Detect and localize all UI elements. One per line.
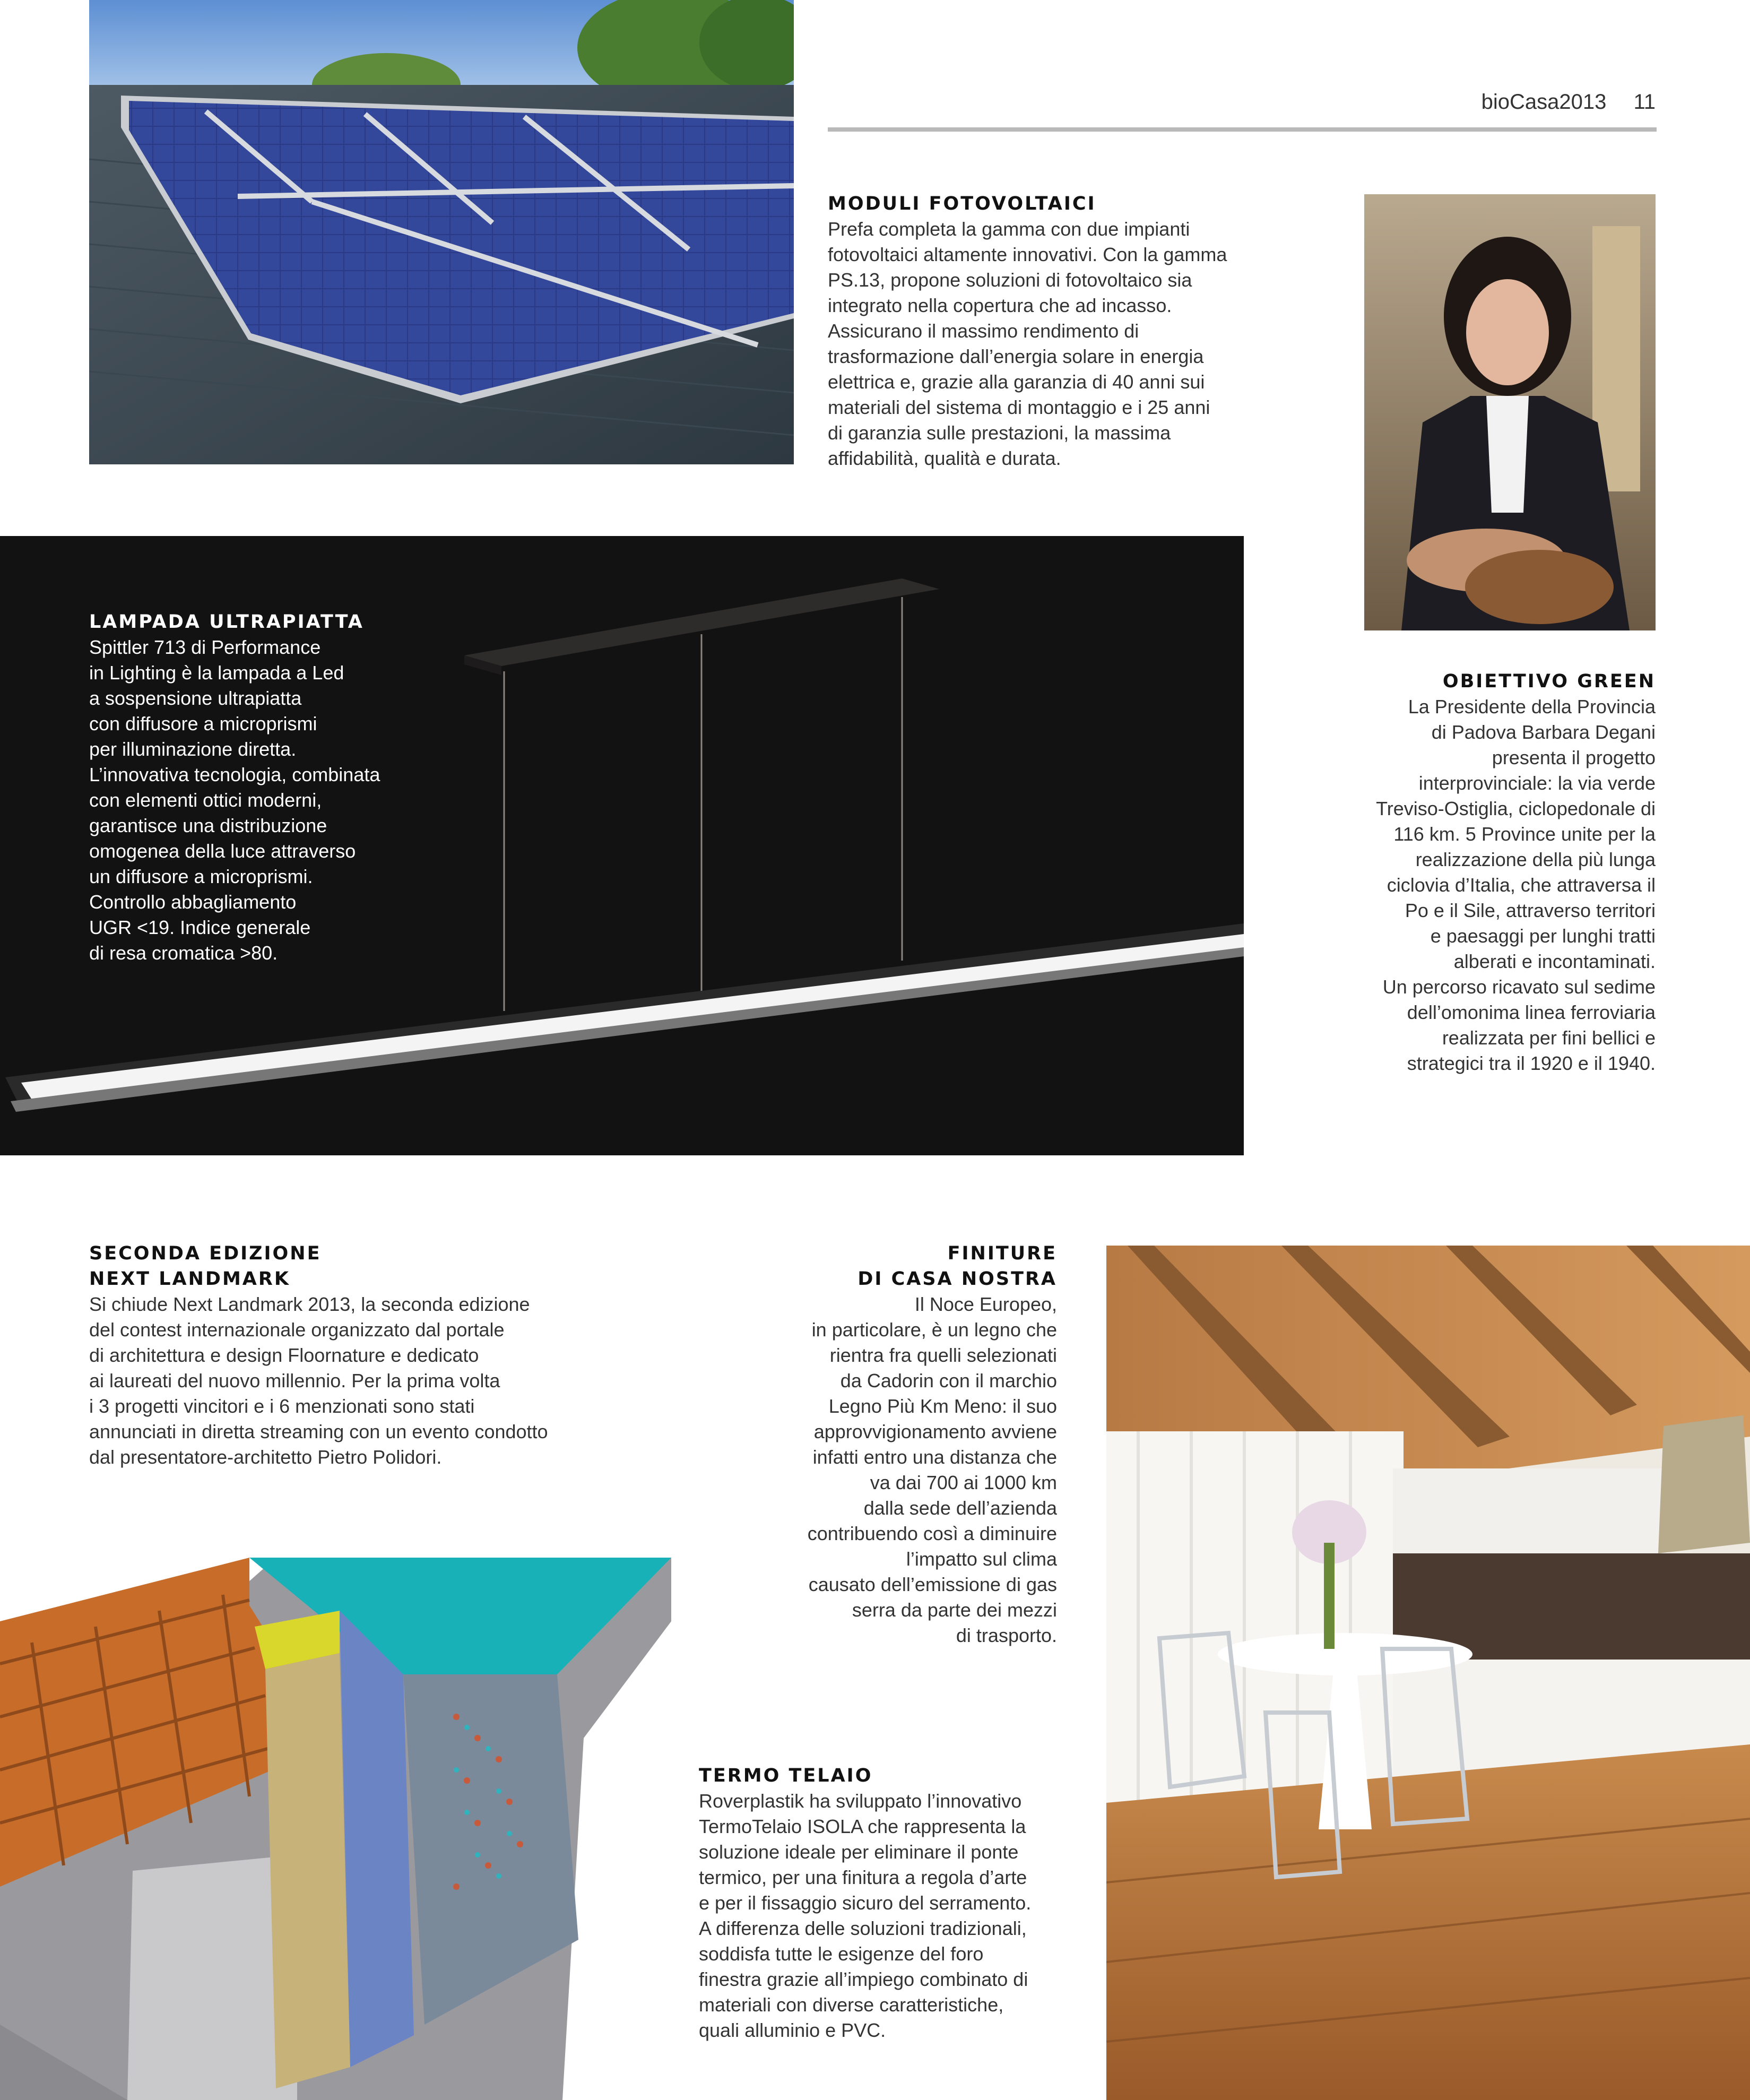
- landmark-title: SECONDA EDIZIONE NEXT LANDMARK: [89, 1243, 322, 1290]
- fotovoltaici-title: MODULI FOTOVOLTAICI: [828, 193, 1096, 214]
- termo-telaio-illustration: [0, 1558, 671, 2100]
- page-header: [1380, 90, 1656, 122]
- portrait-photo: [1364, 194, 1656, 630]
- finiture-text: Il Noce Europeo, in particolare, è un legno che rientra fra quelli selezionati da Cadorin con il marchio Legno Più Km Meno: il suo approvvigionamento avviene infatti entro una distanza che va dai 700 ai 1000 km dalla sede dell’azienda contribuendo così a diminuire l’impatto sul clima causato dell’emissione di gas serra da parte dei mezzi di trasporto.: [807, 1293, 1057, 1646]
- fotovoltaici-text: Prefa completa la gamma con due impianti fotovoltaici altamente innovativi. Con la gamma PS.13, propone soluzioni di fotovoltaico sia integrato nella copertura che ad incasso. Assicurano il massimo rendimento di trasformazione dall’energia solare in energia elettrica e, grazie alla garanzia di 40 anni sui materiali del sistema di montaggio e i 25 anni di garanzia sulle prestazioni, la massima affidabilità, qualità e durata.: [828, 218, 1227, 469]
- landmark-text: Si chiude Next Landmark 2013, la seconda edizione del contest internazionale organizzato dal portale di architettura e design Floornature e dedicato ai laureati del nuovo millennio. Per la prima volta i 3 progetti vincitori e i 6 menzionati sono stati annunciati in diretta streaming con un evento condotto dal presentatore-architetto Pietro Polidori.: [89, 1293, 548, 1468]
- kitchen-photo: [1106, 1246, 1750, 2100]
- obiettivo-text: La Presidente della Provincia di Padova Barbara Degani presenta il progetto interprovinciale: la via verde Treviso-Ostiglia, ciclopedonale di 116 km. 5 Province unite per la realizzazione della più lunga ciclovia d’Italia, che attraversa il Po e il Sile, attraverso territori e paesaggi per lunghi tratti alberati e incontaminati. Un percorso ricavato sul sedime dell’omonima linea ferroviaria realizzata per fini bellici e strategici tra il 1920 e il 1940.: [1376, 696, 1656, 1074]
- lampada-text: Spittler 713 di Performance in Lighting è la lampada a Led a sospensione ultrapiatta con diffusore a microprismi per illuminazione diretta. L’innovativa tecnologia, combinata con elementi ottici moderni, garantisce una distribuzione omogenea della luce attraverso un diffusore a microprismi. Controllo abbagliamento UGR <19. Indice generale di resa cromatica >80.: [89, 636, 380, 964]
- termo-title: TERMO TELAIO: [699, 1765, 873, 1786]
- header-rule: [828, 127, 1657, 132]
- publication-name: bioCasa2013: [1481, 90, 1607, 114]
- solar-panels-photo: [89, 0, 794, 464]
- lampada-title: LAMPADA ULTRAPIATTA: [89, 611, 364, 633]
- page-number: 11: [1633, 90, 1656, 114]
- finiture-title: FINITURE DI CASA NOSTRA: [857, 1243, 1057, 1290]
- obiettivo-title: OBIETTIVO GREEN: [1442, 671, 1656, 692]
- termo-text: Roverplastik ha sviluppato l’innovativo TermoTelaio ISOLA che rappresenta la soluzione ideale per eliminare il ponte termico, per una finitura a regola d’arte e per il fissaggio sicuro del serramento. A differenza delle soluzioni tradizionali, soddisfa tutte le esigenze del foro finestra grazie all’impiego combinato di materiali con diverse caratteristiche, quali alluminio e PVC.: [699, 1790, 1032, 2041]
